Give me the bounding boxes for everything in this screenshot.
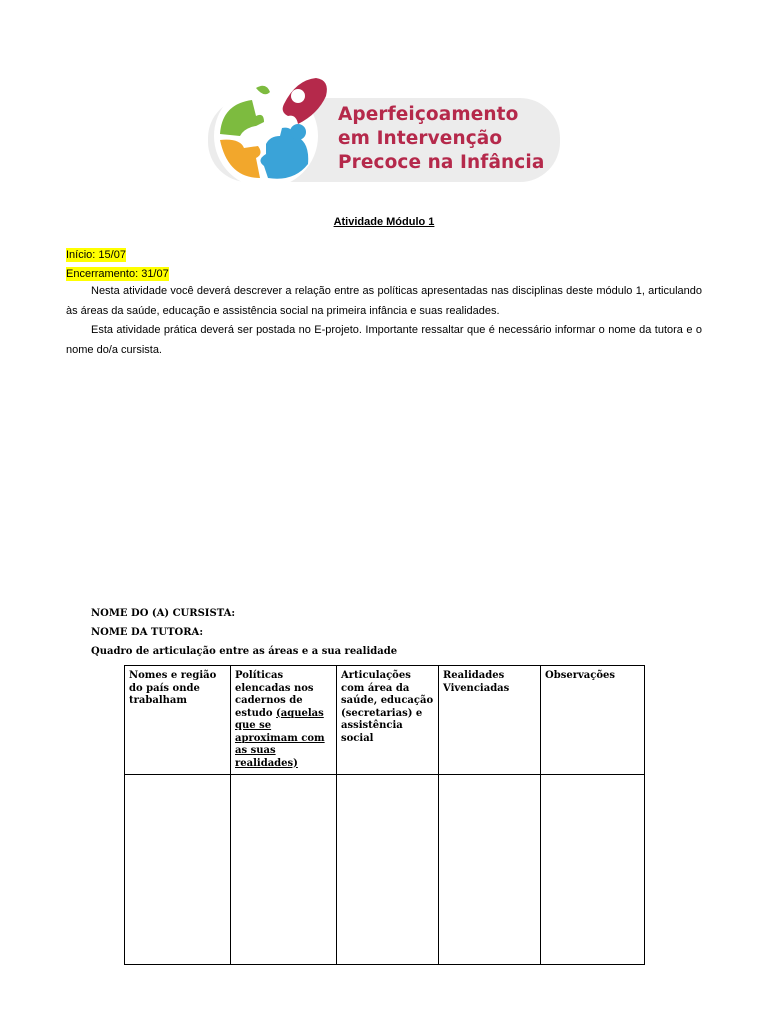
cell-names-region[interactable] — [125, 775, 231, 965]
table-caption: Quadro de articulação entre as áreas e a sua realidade — [91, 646, 398, 657]
header-observations: Observações — [541, 666, 645, 775]
cell-realities[interactable] — [439, 775, 541, 965]
articulation-table — [124, 665, 645, 965]
header-policies — [231, 666, 337, 775]
header-policies-underlined: (aquelas que se aproximam com as suas realidades) — [235, 707, 325, 769]
logo-text-line3: Precoce na Infância — [338, 152, 545, 173]
table-header-row — [125, 666, 645, 775]
cell-articulations[interactable] — [337, 775, 439, 965]
logo-text-line2: em Intervenção — [338, 128, 503, 149]
student-name-label: NOME DO (A) CURSISTA: — [91, 608, 236, 619]
instruction-paragraph-1: Nesta atividade você deverá descrever a relação entre as políticas apresentadas nas disciplinas deste módulo 1, articulando às áreas da saúde, educação e assistência social na primeira infância e suas realidades. — [66, 285, 702, 317]
activity-title: Atividade Módulo 1 — [333, 216, 435, 228]
end-date: Encerramento: 31/07 — [66, 268, 169, 280]
logo-text-line1: Aperfeiçoamento — [338, 104, 519, 125]
header-names-region: Nomes e região do país onde trabalham — [125, 666, 231, 775]
instruction-paragraph-2: Esta atividade prática deverá ser postada no E-projeto. Importante ressaltar que é necessário informar o nome da tutora e o nome do/a cursista. — [66, 324, 702, 356]
table-row — [125, 775, 645, 965]
start-date: Início: 15/07 — [66, 249, 126, 261]
tutor-name-label: NOME DA TUTORA: — [91, 627, 204, 638]
cell-observations[interactable] — [541, 775, 645, 965]
header-realities: Realidades Vivenciadas — [439, 666, 541, 775]
header-policies-main: Políticas elencadas nos cadernos de estudo — [235, 670, 314, 719]
cell-policies[interactable] — [231, 775, 337, 965]
header-articulations: Articulações com área da saúde, educação (secretarias) e assistência social — [337, 666, 439, 775]
course-logo — [200, 74, 562, 192]
